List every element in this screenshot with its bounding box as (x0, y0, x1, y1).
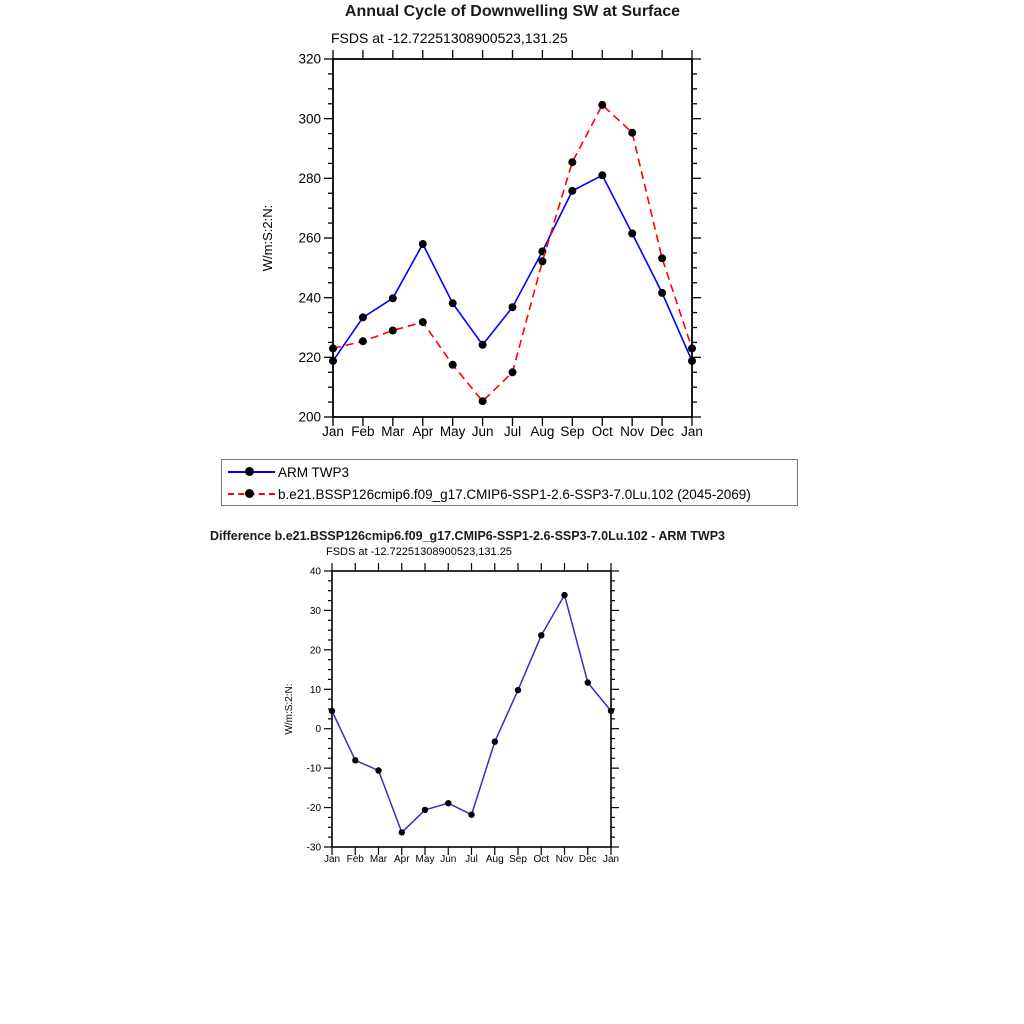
data-point-marker (422, 807, 428, 813)
data-point-marker (509, 368, 517, 376)
y-tick-label: 0 (315, 724, 321, 736)
x-tick-label: Sep (509, 854, 527, 865)
y-tick-label: 220 (298, 350, 321, 366)
data-point-marker (449, 299, 457, 307)
x-tick-label: May (439, 424, 466, 439)
x-tick-label: Oct (533, 854, 550, 865)
y-tick-label: 280 (298, 171, 321, 187)
data-point-marker (568, 187, 576, 195)
x-tick-label: Feb (351, 424, 375, 439)
chart2-title: Difference b.e21.BSSP126cmip6.f09_g17.CMIP6-SSP1-2.6-SSP3-7.0Lu.102 - ARM TWP3 (209, 529, 725, 543)
y-tick-label: 200 (298, 409, 321, 425)
x-tick-label: Dec (650, 424, 675, 439)
dot-marker-icon (245, 467, 254, 476)
data-point-marker (419, 318, 427, 326)
x-tick-label: Oct (591, 424, 613, 439)
x-tick-label: Jul (503, 424, 522, 439)
x-tick-label: Jan (323, 854, 341, 865)
x-tick-label: Sep (560, 424, 585, 439)
y-tick-label: 300 (298, 111, 321, 127)
legend-item-obs (222, 461, 797, 483)
legend-swatch-obs (228, 467, 275, 477)
data-point-marker (598, 171, 606, 179)
data-point-marker (445, 800, 451, 806)
data-point-marker (598, 101, 606, 109)
data-point-marker (538, 257, 546, 265)
data-point-marker (688, 357, 696, 365)
y-axis-title: W/m:S:2:N: (284, 683, 295, 735)
data-point-marker (688, 344, 696, 352)
y-tick-label: 320 (298, 51, 321, 67)
data-point-marker (561, 592, 567, 598)
x-tick-label: Jun (440, 854, 457, 865)
y-tick-label: 260 (298, 230, 321, 246)
y-tick-label: 40 (309, 566, 321, 578)
data-point-marker (479, 397, 487, 405)
y-tick-label: 30 (309, 605, 321, 617)
data-point-marker (628, 230, 636, 238)
data-point-marker (359, 337, 367, 345)
data-point-marker (628, 129, 636, 137)
y-tick-label: -30 (306, 842, 321, 854)
data-point-marker (538, 632, 544, 638)
data-point-marker (468, 812, 474, 818)
x-tick-label: Jan (681, 424, 703, 439)
chart2-plot-area (250, 560, 670, 880)
y-tick-label: -10 (306, 763, 321, 775)
x-tick-label: Nov (555, 854, 574, 865)
x-tick-label: Mar (369, 854, 388, 865)
data-point-marker (389, 294, 397, 302)
dot-marker-icon (245, 489, 254, 498)
data-point-marker (608, 708, 614, 714)
data-point-marker (658, 289, 666, 297)
data-point-marker (389, 327, 397, 335)
x-tick-label: Aug (485, 854, 504, 865)
x-tick-label: Mar (381, 424, 405, 439)
data-point-marker (449, 361, 457, 369)
x-tick-label: Apr (393, 854, 410, 865)
chart1-title: Annual Cycle of Downwelling SW at Surface (344, 3, 681, 20)
data-point-marker (399, 829, 405, 835)
legend-label-model: b.e21.BSSP126cmip6.f09_g17.CMIP6-SSP1-2.6-SSP3-7.0Lu.102 (2045-2069) (278, 486, 751, 502)
data-point-marker (419, 240, 427, 248)
y-tick-label: 10 (309, 684, 321, 696)
legend-item-model (222, 483, 797, 505)
y-tick-label: 240 (298, 290, 321, 306)
data-point-marker (359, 313, 367, 321)
data-point-marker (375, 767, 381, 773)
axis-frame (333, 59, 692, 417)
x-tick-label: Nov (620, 424, 645, 439)
data-point-marker (509, 303, 517, 311)
x-tick-label: Feb (346, 854, 364, 865)
x-tick-label: May (415, 854, 435, 865)
data-point-marker (568, 158, 576, 166)
series-line (333, 105, 692, 401)
x-tick-label: Dec (578, 854, 597, 865)
x-tick-label: Jul (465, 854, 478, 865)
legend-label-obs: ARM TWP3 (278, 464, 350, 480)
legend-box (221, 459, 798, 506)
legend-swatch-model (228, 489, 275, 499)
chart1-subtitle: FSDS at -12.72251308900523,131.25 (331, 30, 568, 46)
data-point-marker (352, 757, 358, 763)
data-point-marker (479, 341, 487, 349)
data-point-marker (515, 687, 521, 693)
x-tick-label: Apr (412, 424, 434, 439)
x-tick-label: Aug (530, 424, 555, 439)
data-point-marker (329, 357, 337, 365)
data-point-marker (658, 254, 666, 262)
data-point-marker (585, 679, 591, 685)
y-tick-label: 20 (309, 645, 321, 657)
data-point-marker (329, 344, 337, 352)
x-tick-label: Jun (471, 424, 494, 439)
data-point-marker (329, 708, 335, 714)
x-tick-label: Jan (602, 854, 620, 865)
y-tick-label: -20 (306, 803, 321, 815)
x-tick-label: Jan (322, 424, 344, 439)
chart1-plot-area (240, 48, 720, 458)
series-line (332, 595, 611, 832)
data-point-marker (492, 739, 498, 745)
y-axis-title: W/m:S:2:N: (260, 204, 275, 272)
chart2-subtitle: FSDS at -12.72251308900523,131.25 (326, 546, 512, 558)
